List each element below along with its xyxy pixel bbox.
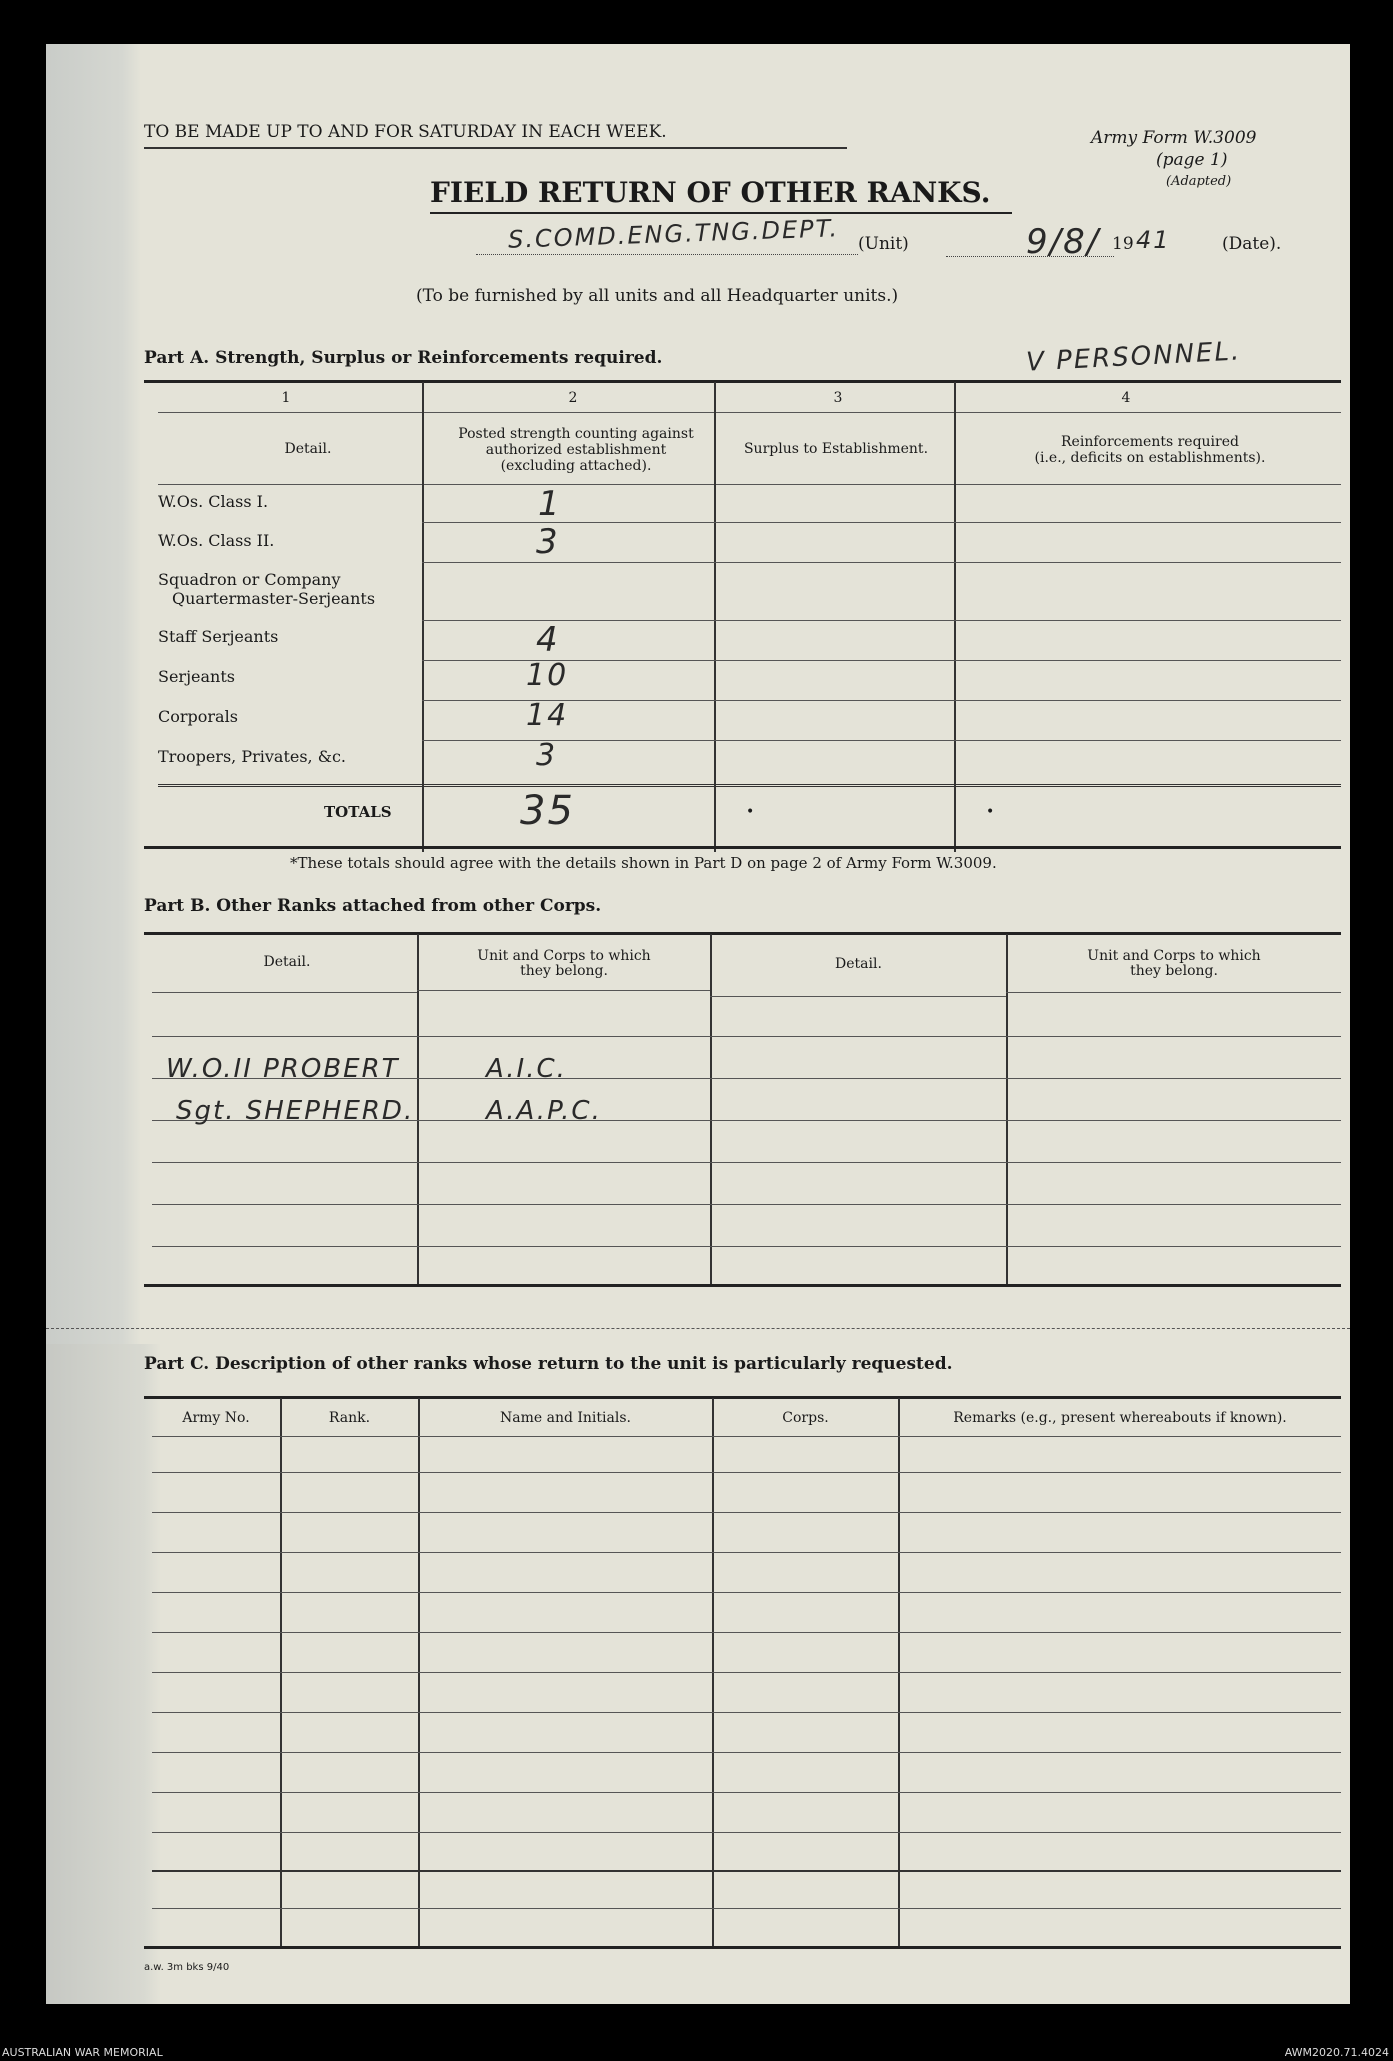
row-rule-3 [422, 620, 1341, 621]
part-b-header-unit-2a: Unit and Corps to which [1087, 948, 1261, 964]
part-c-vline-1 [280, 1398, 282, 1948]
part-a-footnote: *These totals should agree with the details shown in Part D on page 2 of Army Form W.3009. [290, 854, 997, 872]
footer-accession-number: AWM2020.71.4024 [1284, 2046, 1389, 2059]
part-b-hdr-rule-4 [1006, 992, 1341, 993]
footer-archive-name: AUSTRALIAN WAR MEMORIAL [2, 2046, 163, 2059]
row-rule-6 [422, 740, 1341, 741]
part-c-header-army-no: Army No. [182, 1410, 250, 1426]
year-prefix: 19 [1112, 234, 1134, 254]
totals-label: TOTALS [324, 803, 392, 821]
row-label-cqms-1: Squadron or Company [158, 570, 341, 589]
part-c-rule-11 [152, 1870, 1341, 1872]
part-b-entry-unit-1: A.I.C. [486, 1054, 567, 1084]
part-c-header-name: Name and Initials. [500, 1410, 631, 1426]
form-adapted: (Adapted) [1166, 174, 1232, 189]
header-rule [158, 484, 1341, 485]
header-surplus: Surplus to Establishment. [743, 441, 929, 457]
part-c-rule-5 [152, 1632, 1341, 1633]
part-b-rule-5 [152, 1204, 1341, 1205]
part-c-rule-3 [152, 1552, 1341, 1553]
part-b-header-unit-2b: they belong. [1130, 963, 1218, 979]
col-number-2: 2 [568, 390, 578, 406]
part-b-hdr-rule-1 [152, 992, 417, 993]
totals-surplus-bullet: • [746, 804, 755, 820]
unit-dotted-line [476, 254, 858, 255]
form-page: (page 1) [1156, 150, 1228, 170]
part-a-bottom-rule [144, 846, 1341, 849]
row-label-cqms-2: Quartermaster-Serjeants [172, 589, 376, 608]
part-c-rule-7 [152, 1712, 1341, 1713]
part-a-vline-3 [954, 382, 956, 852]
unit-label: (Unit) [858, 234, 909, 254]
row-label-wo1: W.Os. Class I. [158, 492, 269, 511]
row-value-sgt: 10 [526, 658, 569, 693]
part-b-bottom-rule [144, 1284, 1341, 1287]
unit-handwritten: S.COMD.ENG.TNG.DEPT. [507, 214, 840, 254]
part-b-header-detail-2: Detail. [835, 956, 882, 972]
part-a-vline-1 [422, 382, 424, 852]
form-number: Army Form W.3009 [1091, 128, 1257, 148]
row-label-privates: Troopers, Privates, &c. [158, 747, 347, 766]
part-b-entry-unit-2: A.A.P.C. [486, 1096, 602, 1126]
part-b-title: Part B. Other Ranks attached from other Corps. [144, 896, 602, 916]
part-b-rule-6 [152, 1246, 1341, 1247]
row-value-cpl: 14 [526, 698, 569, 733]
row-value-privates: 3 [536, 738, 558, 773]
part-c-rule-8 [152, 1752, 1341, 1753]
page-title: FIELD RETURN OF OTHER RANKS. [430, 176, 991, 209]
part-c-rule-12 [152, 1908, 1341, 1909]
part-b-hdr-rule-2 [417, 990, 710, 991]
part-b-header-detail-1: Detail. [263, 954, 311, 970]
part-c-rule-9 [152, 1792, 1341, 1793]
perforation-line [46, 1328, 1350, 1329]
part-c-header-remarks: Remarks (e.g., present whereabouts if known). [953, 1410, 1287, 1426]
col-number-1: 1 [281, 390, 291, 406]
header-posted-1: Posted strength counting against [458, 426, 694, 442]
totals-value: 35 [520, 788, 575, 834]
part-b-top-rule [144, 932, 1341, 935]
part-a-vline-2 [714, 382, 716, 852]
col-number-rule [158, 412, 1341, 413]
part-b-entry-detail-2: Sgt. SHEPHERD. [176, 1096, 415, 1126]
row-label-staff-sgt: Staff Serjeants [158, 627, 279, 646]
row-value-staff-sgt: 4 [536, 620, 560, 660]
header-posted-2: authorized establishment [485, 442, 667, 458]
part-c-top-rule [144, 1396, 1341, 1399]
part-b-rule-4 [152, 1162, 1341, 1163]
subtitle: (To be furnished by all units and all Headquarter units.) [416, 286, 899, 306]
header-detail: Detail. [284, 441, 332, 457]
totals-top-rule [158, 784, 1341, 787]
part-b-entry-detail-1: W.O.II PROBERT [166, 1054, 400, 1084]
row-label-wo2: W.Os. Class II. [158, 531, 275, 550]
part-c-header-rank: Rank. [328, 1410, 371, 1426]
col-number-3: 3 [833, 390, 843, 406]
document-page [46, 44, 1350, 2004]
header-reinf-2: (i.e., deficits on establishments). [1034, 450, 1266, 466]
date-handwritten: 9/8/ [1026, 222, 1101, 262]
part-a-top-rule [144, 380, 1341, 383]
part-b-header-unit-1b: they belong. [520, 963, 608, 979]
part-a-annotation: V PERSONNEL. [1025, 336, 1242, 378]
year-handwritten: 41 [1136, 226, 1171, 254]
row-label-sgt: Serjeants [158, 667, 235, 686]
date-label: (Date). [1222, 234, 1282, 254]
part-c-header-corps: Corps. [782, 1410, 829, 1426]
part-b-vline-1 [417, 934, 419, 1284]
form-print-code: a.w. 3m bks 9/40 [144, 1962, 230, 1973]
part-c-hdr-rule [152, 1436, 1341, 1437]
row-rule-1 [422, 522, 1341, 523]
part-b-rule-1 [152, 1036, 1341, 1037]
part-c-rule-4 [152, 1592, 1341, 1593]
part-a-title: Part A. Strength, Surplus or Reinforcements required. [144, 348, 663, 368]
instruction-underline [144, 147, 847, 149]
row-value-wo2: 3 [536, 522, 560, 562]
part-c-rule-10 [152, 1832, 1341, 1833]
part-c-vline-3 [712, 1398, 714, 1948]
part-b-hdr-rule-3 [710, 996, 1006, 997]
row-rule-2 [422, 562, 1341, 563]
row-value-wo1: 1 [538, 484, 562, 524]
part-c-rule-2 [152, 1512, 1341, 1513]
part-c-rule-6 [152, 1672, 1341, 1673]
col-number-4: 4 [1121, 390, 1131, 406]
part-b-header-unit-1a: Unit and Corps to which [477, 948, 651, 964]
date-dotted-line [946, 256, 1114, 257]
part-c-rule-1 [152, 1472, 1341, 1473]
part-b-vline-3 [1006, 934, 1008, 1284]
part-c-vline-2 [418, 1398, 420, 1948]
part-c-vline-4 [898, 1398, 900, 1948]
header-reinf-1: Reinforcements required [1061, 434, 1239, 450]
row-label-cpl: Corporals [158, 707, 238, 726]
title-underline [430, 212, 1012, 214]
part-b-vline-2 [710, 934, 712, 1284]
totals-reinf-bullet: • [986, 804, 995, 820]
paper-shadow-strip-lower [46, 1344, 161, 2004]
part-c-title: Part C. Description of other ranks whose return to the unit is particularly requested. [144, 1354, 953, 1374]
part-c-bottom-rule [144, 1946, 1341, 1949]
instruction-text: TO BE MADE UP TO AND FOR SATURDAY IN EACH WEEK. [144, 122, 667, 142]
header-posted-3: (excluding attached). [500, 458, 652, 474]
